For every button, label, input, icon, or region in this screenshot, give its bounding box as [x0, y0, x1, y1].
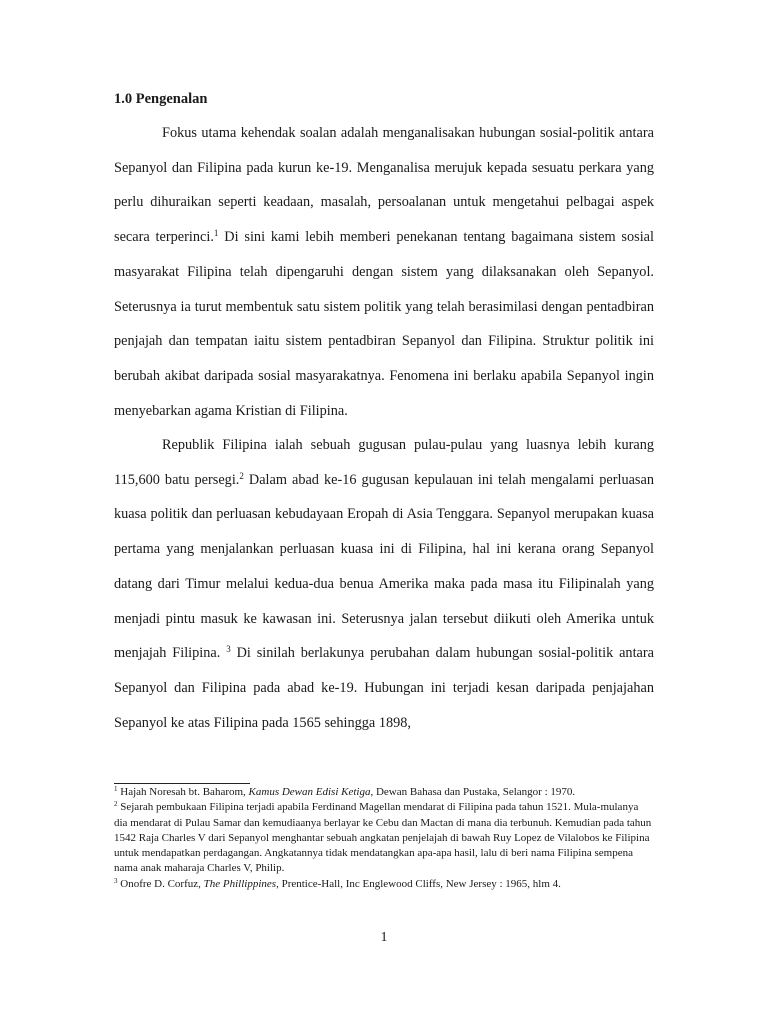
footnote-number: 2 [114, 800, 118, 809]
section-heading: 1.0 Pengenalan [114, 91, 208, 107]
footnote-text: Hajah Noresah bt. Baharom, [117, 786, 249, 798]
footnote-text: , Dewan Bahasa dan Pustaka, Selangor : 1970. [370, 786, 576, 798]
page-number: 1 [380, 930, 388, 945]
footnote-number: 1 [114, 785, 118, 793]
paragraph-1-text-a: Fokus utama kehendak soalan adalah menganalisakan hubungan sosial-politik antara Sepanyol dan Filipina pada kurun ke-19. Menganalisa merujuk kepada sesuatu perkara yang perlu dihuraikan seperti keadaan, masalah, persoalanan untuk mengetahui pelbagai aspek secara terperinci. [114, 125, 654, 246]
footnote-2 [114, 800, 654, 876]
paragraph-2-text-c: Di sinilah berlakunya perubahan dalam hubungan sosial-politik antara Sepanyol dan Filipina pada abad ke-19. Hubungan ini terjadi kesan daripada penjajahan Sepanyol ke atas Filipina pada 1565 sehingga 1898, [114, 645, 655, 731]
footnote-separator [114, 783, 250, 784]
footnotes [114, 785, 654, 892]
paragraph-1-text-b: Di sini kami lebih memberi penekanan tentang bagaimana sistem sosial masyarakat Filipina telah dipengaruhi dengan sistem yang dilaksanakan oleh Sepanyol. Seterusnya ia turut membentuk satu sistem politik yang telah berasimilasi dengan pentadbiran penjajah dan tempatan iaitu sistem pentadbiran Sepanyol dan Filipina. Struktur politik ini berubah akibat daripada sosial masyarakatnya. Fenomena ini berlaku apabila Sepanyol ingin menyebarkan agama Kristian di Filipina. [114, 229, 654, 419]
footnote-text: , Prentice-Hall, Inc Englewood Cliffs, New Jersey : 1965, hlm 4. [276, 877, 561, 890]
footnote-text: Sejarah pembukaan Filipina terjadi apabila Ferdinand Magellan mendarat di Filipina pada tahun 1521. Mula-mulanya dia mendarat di Pulau Samar dan kemudiaanya berlayar ke Cebu dan Mactan di mana dia terbunuh. Kemudian pada tahun 1542 Raja Charles V dari Sepanyol menghantar sebuah angkatan penjelajah di bawah Ruy Lopez de Vilalobos ke Filipina untuk mendapatkan perdagangan. Angkatannya tidak mendatangkan apa-apa hasil, lalu di beri nama Filipina sempena nama anak maharaja Charles V, Philip. [114, 801, 652, 875]
paragraph-2 [114, 428, 654, 740]
paragraph-2-text-a: Republik Filipina ialah sebuah gugusan pulau-pulau yang luasnya lebih kurang 115,600 batu persegi. [114, 437, 654, 488]
footnote-1 [114, 785, 654, 800]
footnote-title: The Phillippines [203, 877, 277, 890]
footnote-number: 3 [114, 876, 118, 885]
footnote-title: Kamus Dewan Edisi Ketiga [248, 786, 371, 798]
footnote-ref-1: 1 [213, 228, 219, 239]
footnote-ref-3: 3 [226, 644, 231, 655]
footnote-ref-2: 2 [239, 470, 244, 481]
paragraph-2-text-b: Dalam abad ke-16 gugusan kepulauan ini telah mengalami perluasan kuasa politik dan perluasan kebudayaan Eropah di Asia Tenggara. Sepanyol merupakan kuasa pertama yang menjalankan perluasan kuasa ini di Filipina, hal ini kerana orang Sepanyol datang dari Timur melalui kedua-dua benua Amerika maka pada masa itu Filipinalah yang menjadi pintu masuk ke kawasan ini. Seterusnya jalan tersebut diikuti oleh Amerika untuk menjajah Filipina. [114, 471, 654, 662]
footnote-3 [114, 877, 654, 892]
footnote-text: Onofre D. Corfuz, [117, 877, 204, 890]
paragraph-1 [114, 116, 654, 428]
